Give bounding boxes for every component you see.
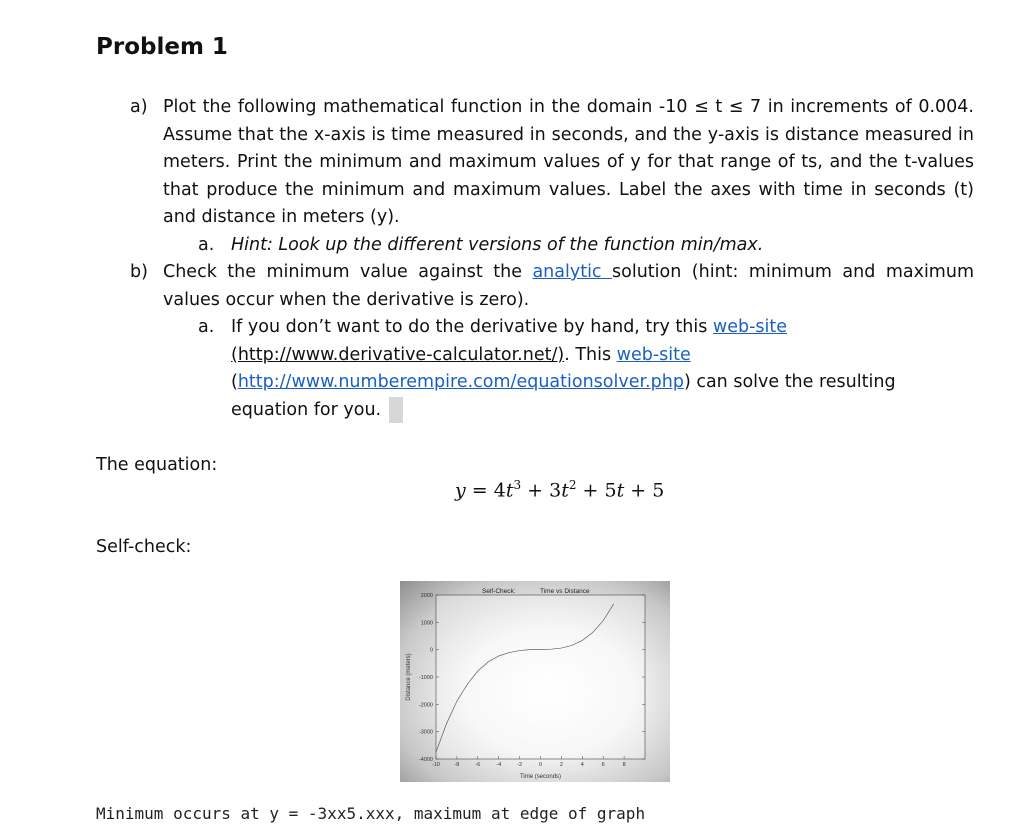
part-a-marker: a) (130, 97, 148, 117)
equation-lhs: y (455, 479, 466, 502)
x-tick-label: -6 (475, 762, 481, 768)
chart-title-right: Time vs Distance (540, 588, 590, 595)
x-tick-label: 2 (559, 762, 563, 768)
footer-result: Minimum occurs at y = -3xx5.xxx, maximum at edge of graph (96, 804, 646, 823)
self-check-chart (400, 581, 670, 782)
text-cursor-box (389, 397, 403, 423)
part-a-hint: Hint: Look up the different versions of the function min/max. (231, 235, 764, 255)
x-tick-label: -4 (496, 762, 502, 768)
equation-t1: t (505, 479, 514, 502)
equation-t3: t (616, 479, 625, 502)
part-a-text: Plot the following mathematical function in the domain -10 ≤ t ≤ 7 in increments of 0.004. Assume that the x-axis is time measured in seconds, and the y-axis is distance measured in meters. Print the minimum and maximum values of y for that range of ts, and the t-values that produce the minimum and maximum values. Label the axes with time in seconds (t) and distance in meters (y). (163, 97, 974, 227)
y-tick-label: -1000 (418, 675, 433, 681)
equation-part-eq: = 4 (465, 479, 506, 502)
part-b-text (163, 259, 974, 314)
x-tick-label: -8 (454, 762, 460, 768)
self-check-label: Self-check: (96, 537, 192, 557)
y-tick-label: -2000 (418, 702, 433, 709)
part-a-hint-marker: a. (198, 235, 215, 255)
derivative-site-link[interactable]: web-site (712, 317, 788, 337)
self-check-figure (400, 581, 670, 782)
x-tick-label: 8 (622, 762, 626, 768)
part-b-sub-marker: a. (198, 317, 215, 337)
plot-area (436, 595, 645, 759)
analytic-link[interactable]: analytic (532, 262, 613, 282)
equation-solver-url-link[interactable]: http://www.numberempire.com/equationsolver.php (237, 372, 684, 392)
url-2-close-paren: ) (683, 372, 691, 392)
equation-t2: t (561, 479, 569, 502)
page-title: Problem 1 (96, 34, 228, 60)
y-tick-label: -3000 (418, 729, 433, 736)
x-tick-label: 6 (601, 762, 605, 768)
part-b-marker: b) (130, 262, 148, 282)
x-tick-label: -10 (432, 762, 440, 768)
equation-part-mid2: + 5 (576, 479, 617, 502)
equation-part-tail: + 5 (624, 479, 665, 502)
derivative-url-link[interactable]: (http://www.derivative-calculator.net/) (231, 344, 565, 365)
chart-y-label: Distance (meters) (406, 653, 412, 701)
chart-x-label: Time (seconds) (519, 774, 562, 780)
equation-exp-1: 3 (513, 478, 522, 492)
part-b-text-before: Check the minimum value against the (163, 262, 533, 282)
x-tick-label: -2 (517, 762, 523, 768)
equation (455, 478, 664, 501)
equation-label: The equation: (96, 455, 218, 475)
x-tick-label: 4 (580, 762, 584, 768)
x-tick-label: 0 (538, 762, 543, 768)
part-b-sub-text-1: If you don’t want to do the derivative by hand, try this (231, 317, 713, 337)
part-b-sub-text-2: . This (564, 344, 617, 365)
equation-part-mid1: + 3 (521, 479, 562, 502)
y-tick-label: -4000 (418, 757, 433, 763)
part-b-sub-text (231, 314, 971, 424)
part-b-text-after: solution (hint: minimum and maximum values occur when the derivative is zero). (163, 262, 974, 310)
url-2-open-paren: ( (231, 372, 238, 392)
y-tick-label: 1000 (420, 620, 433, 627)
chart-title-left: Self-Check: (482, 588, 516, 595)
equation-solver-site-link[interactable]: web-site (616, 344, 691, 365)
y-tick-label: 0 (429, 647, 433, 654)
part-b-sub-text-3: can solve the resulting equation for you. (231, 372, 896, 420)
equation-exp-2: 2 (568, 478, 577, 492)
y-tick-label: 2000 (420, 593, 433, 599)
